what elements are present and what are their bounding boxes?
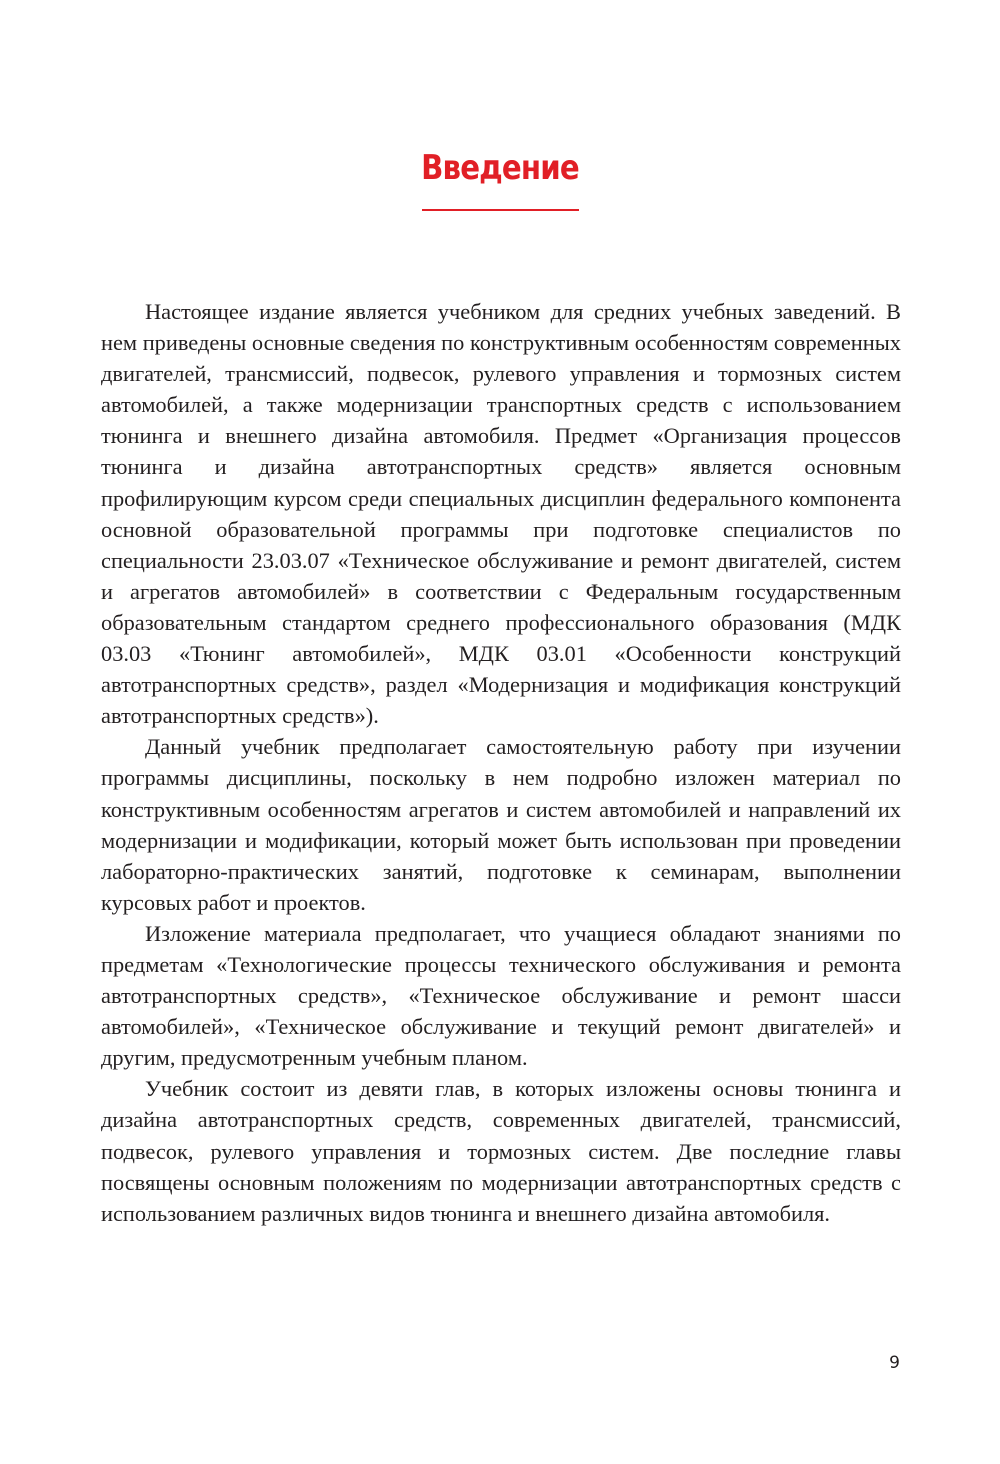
title-underline — [422, 209, 579, 211]
page-title: Введение — [421, 148, 579, 188]
paragraph: Данный учебник предполагает самостоятельную работу при изучении программы дисциплины, поскольку в нем подробно изложен материал по конструктивным особенностям агрегатов и систем автомобилей и направлений их модернизации и модификации, который может быть использован при проведении лабораторно-практических занятий, подготовке к семинарам, выполнении курсовых работ и проектов. — [101, 734, 901, 915]
paragraph: Настоящее издание является учебником для средних учебных заведений. В нем приведены основные сведения по конструктивным особенностям современных двигателей, трансмиссий, подвесок, рулевого управления и тормозных систем автомобилей, а также модернизации транспортных средств с использованием тюнинга и внешнего дизайна автомобиля. Предмет «Организация процессов тюнинга и дизайна автотранспортных средств» является основным профилирующим курсом среди специальных дисциплин федерального компонента основной образовательной программы при подготовке специалистов по специальности 23.03.07 «Техническое обслуживание и ремонт двигателей, систем и агрегатов автомобилей» в соответствии с Федеральным государственным образовательным стандартом среднего профессионального образования (МДК 03.03 «Тюнинг автомобилей», МДК 03.01 «Особенности конструкций автотранспортных средств», раздел «Модернизация и модификация конструкций автотранспортных средств»). — [101, 299, 901, 729]
page-number: 9 — [889, 1353, 900, 1373]
body-text — [101, 296, 901, 1229]
paragraph: Учебник состоит из девяти глав, в которых изложены основы тюнинга и дизайна автотранспортных средств, современных двигателей, трансмиссий, подвесок, рулевого управления и тормозных систем. Две последние главы посвящены основным положениям по модернизации автотранспортных средств с использованием различных видов тюнинга и внешнего дизайна автомобиля. — [101, 1076, 901, 1226]
paragraph: Изложение материала предполагает, что учащиеся обладают знаниями по предметам «Технологические процессы технического обслуживания и ремонта автотранспортных средств», «Техническое обслуживание и ремонт шасси автомобилей», «Техническое обслуживание и текущий ремонт двигателей» и другим, предусмотренным учебным планом. — [101, 920, 901, 1071]
